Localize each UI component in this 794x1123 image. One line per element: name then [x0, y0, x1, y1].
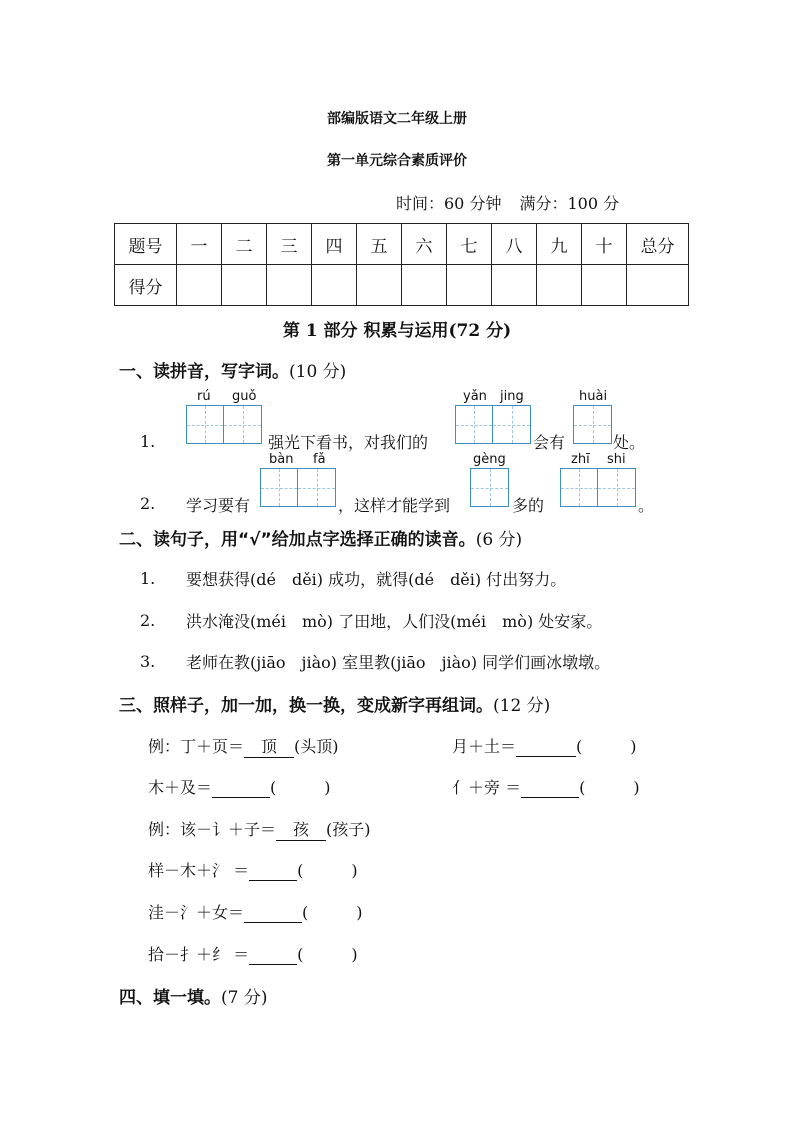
close-paren: ): [633, 778, 640, 797]
example-answer: 顶: [244, 734, 294, 758]
example-row: [148, 734, 339, 758]
exercise-row: [148, 858, 358, 881]
score-cell[interactable]: [357, 265, 402, 306]
score-table-header-cell: 四: [312, 224, 357, 265]
score-table-header-cell: 题号: [115, 224, 177, 265]
score-table-header-cell: 九: [537, 224, 582, 265]
answer-blank[interactable]: [521, 778, 579, 798]
section-1-points: (10 分): [289, 362, 347, 382]
exercise-row: [148, 942, 358, 965]
open-paren: (: [302, 903, 309, 922]
word-blank[interactable]: [303, 945, 351, 964]
pinyin: huài: [579, 389, 608, 404]
score-table-score-row: [115, 265, 689, 306]
answer-blank[interactable]: [249, 861, 297, 881]
score-cell[interactable]: [492, 265, 537, 306]
word-blank[interactable]: [303, 861, 351, 880]
answer-blank[interactable]: [516, 737, 576, 757]
pinyin: fǎ: [313, 452, 326, 467]
score-table-header-cell: 一: [177, 224, 222, 265]
writing-cell[interactable]: [298, 469, 335, 506]
writing-cell[interactable]: [187, 406, 224, 443]
example-answer: 孩: [276, 817, 326, 841]
formula: 木＋及＝: [148, 778, 213, 797]
writing-grid[interactable]: [470, 468, 509, 507]
choice-sentence[interactable]: 老师在教(jiāo jiào) 室里教(jiāo jiào) 同学们画冰墩墩。: [186, 653, 611, 672]
paper-title: 部编版语文二年级上册: [327, 111, 467, 127]
sentence-text: 处。: [613, 433, 646, 452]
example-row: [148, 817, 371, 841]
exercise-row: [452, 775, 640, 798]
part-title: 第 1 部分 积累与运用(72 分): [282, 321, 512, 341]
sentence-text: 多的: [512, 496, 545, 515]
writing-grid[interactable]: [560, 468, 636, 507]
writing-cell[interactable]: [471, 469, 508, 506]
score-table-header-cell: 八: [492, 224, 537, 265]
pinyin: rú: [197, 389, 211, 404]
open-paren: (: [297, 945, 304, 964]
section-1-heading-text: 一、读拼音，写字词。: [119, 362, 289, 382]
section-1-heading: [119, 357, 346, 382]
score-cell[interactable]: [177, 265, 222, 306]
close-paren: ): [630, 737, 637, 756]
time-label: 时间：60 分钟: [396, 194, 502, 213]
writing-cell[interactable]: [598, 469, 635, 506]
open-paren: (: [297, 861, 304, 880]
score-cell[interactable]: [222, 265, 267, 306]
word-blank[interactable]: [308, 903, 356, 922]
section-3-points: (12 分): [493, 696, 551, 716]
section-3-heading-text: 三、照样子，加一加，换一换，变成新字再组词。: [119, 696, 493, 716]
section-3-heading: [119, 691, 550, 716]
word-blank[interactable]: [276, 778, 324, 797]
open-paren: (: [270, 778, 277, 797]
formula: 样－木＋氵 ＝: [148, 861, 250, 880]
pinyin: gèng: [473, 452, 506, 467]
close-paren: ): [356, 903, 363, 922]
writing-grid[interactable]: [455, 405, 531, 444]
writing-cell[interactable]: [224, 406, 261, 443]
example-formula: 例：该－讠＋子＝: [148, 820, 277, 839]
open-paren: (: [579, 778, 586, 797]
writing-cell[interactable]: [574, 406, 611, 443]
pinyin: zhī: [571, 452, 590, 467]
exam-meta: [396, 191, 619, 214]
open-paren: (: [576, 737, 583, 756]
choice-sentence[interactable]: 洪水淹没(méi mò) 了田地，人们没(méi mò) 处安家。: [186, 612, 603, 631]
question-number: 3.: [140, 652, 156, 671]
example-word: (孩子): [326, 820, 371, 839]
full-score-label: 满分：100 分: [519, 194, 620, 213]
section-2-points: (6 分): [475, 530, 523, 550]
writing-cell[interactable]: [456, 406, 493, 443]
question-number: 2.: [140, 611, 156, 630]
score-cell[interactable]: [312, 265, 357, 306]
word-blank[interactable]: [585, 778, 633, 797]
section-2-heading: [119, 525, 522, 550]
score-table-header-cell: 三: [267, 224, 312, 265]
question-number: 1.: [140, 432, 156, 451]
paper-subtitle: 第一单元综合素质评价: [327, 153, 467, 169]
close-paren: ): [324, 778, 331, 797]
sentence-text: 。: [638, 496, 655, 515]
section-4-heading-text: 四、填一填。: [119, 988, 221, 1008]
section-2-heading-text: 二、读句子，用“√”给加点字选择正确的读音。: [119, 530, 476, 550]
score-table-header-cell: 十: [582, 224, 627, 265]
choice-sentence[interactable]: 要想获得(dé děi) 成功，就得(dé děi) 付出努力。: [186, 570, 567, 589]
formula: 洼－氵＋女＝: [148, 903, 245, 922]
score-cell[interactable]: [402, 265, 447, 306]
score-table-header-cell: 七: [447, 224, 492, 265]
writing-grid[interactable]: [260, 468, 336, 507]
example-word: (头顶): [294, 737, 339, 756]
pinyin: shi: [607, 452, 626, 467]
score-table-header-cell: 五: [357, 224, 402, 265]
pinyin: jing: [500, 389, 524, 404]
pinyin: bàn: [269, 452, 294, 467]
pinyin: yǎn: [463, 389, 487, 404]
score-cell[interactable]: [537, 265, 582, 306]
sentence-text: 强光下看书，对我们的: [268, 433, 429, 452]
answer-blank[interactable]: [212, 778, 270, 798]
section-4-heading: [119, 983, 267, 1008]
writing-grid[interactable]: [186, 405, 262, 444]
word-blank[interactable]: [582, 737, 630, 756]
pinyin: guǒ: [232, 389, 257, 404]
writing-cell[interactable]: [493, 406, 530, 443]
formula: 亻＋旁 ＝: [452, 778, 522, 797]
exercise-row: [148, 900, 363, 923]
score-cell[interactable]: [447, 265, 492, 306]
example-formula: 例：丁＋页＝: [148, 737, 245, 756]
writing-grid[interactable]: [573, 405, 612, 444]
score-table-header-cell: 二: [222, 224, 267, 265]
sentence-text: 会有: [533, 433, 566, 452]
close-paren: ): [351, 861, 358, 880]
close-paren: ): [351, 945, 358, 964]
writing-cell[interactable]: [261, 469, 298, 506]
answer-blank[interactable]: [249, 945, 297, 965]
score-table: [114, 223, 689, 306]
score-table-header-cell: 总分: [627, 224, 689, 265]
question-number: 1.: [140, 569, 156, 588]
score-cell[interactable]: [267, 265, 312, 306]
score-cell[interactable]: [627, 265, 689, 306]
question-number: 2.: [140, 494, 156, 513]
exercise-row: [148, 775, 331, 798]
score-table-header-cell: 六: [402, 224, 447, 265]
sentence-text: 学习要有: [186, 496, 251, 515]
score-cell[interactable]: [582, 265, 627, 306]
formula: 月＋土＝: [452, 737, 517, 756]
score-table-header-row: [115, 224, 689, 265]
sentence-text: ，这样才能学到: [338, 496, 451, 515]
section-4-points: (7 分): [221, 988, 268, 1008]
score-row-label: 得分: [115, 265, 177, 306]
answer-blank[interactable]: [244, 903, 302, 923]
writing-cell[interactable]: [561, 469, 598, 506]
formula: 拾－扌＋纟 ＝: [148, 945, 250, 964]
exercise-row: [452, 734, 637, 757]
